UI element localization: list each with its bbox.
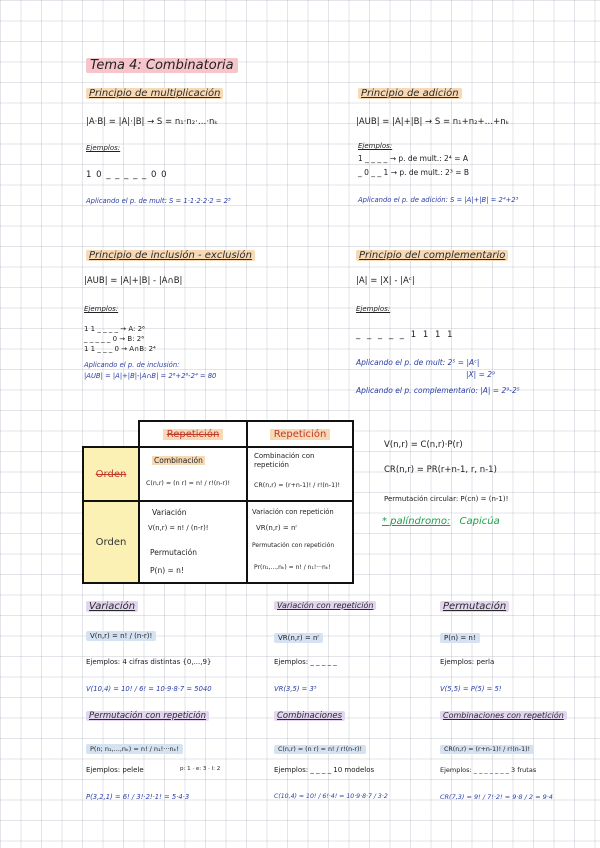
row2-label: Orden	[95, 536, 127, 548]
adicion-apply: Aplicando el p. de adición: S = |A|+|B| = 2⁴+2³	[358, 196, 519, 204]
table-row2-header	[82, 500, 140, 584]
variacion-rep-formula: VR(n,r) = nʳ	[256, 524, 298, 532]
row1-label: Orden	[95, 468, 127, 480]
inclusion-heading-text: Principio de inclusión - exclusión	[86, 250, 255, 261]
combinaciones-heading	[274, 711, 345, 721]
combinacion-rep-formula: CR(n,r) = (r+n-1)! / r!(n-1)!	[254, 482, 341, 489]
perm-rep-heading-text: Permutación con repetición	[86, 711, 209, 721]
adicion-heading	[358, 88, 462, 99]
combinacion-title: Combinación	[154, 456, 203, 465]
variacion-formula: V(n,r) = n! / (n-r)!	[86, 631, 156, 641]
palindromo-value: Capicúa	[459, 516, 500, 527]
variacion-rep-formula-box	[274, 625, 323, 644]
inclusion-apply2: |AUB| = |A|+|B|-|A∩B| = 2⁶+2⁶-2⁴ = 80	[84, 372, 217, 380]
variacion-rep-formula: VR(n,r) = nʳ	[274, 633, 323, 643]
variacion-apply: V(10,4) = 10! / 6! = 10·9·8·7 = 5040	[86, 685, 212, 693]
permutacion-formula: P(n) = n!	[150, 566, 184, 575]
multiplicacion-example-line: 1 0 _ _ _ _ _ 0 0	[86, 170, 168, 180]
inclusion-heading	[86, 250, 255, 261]
perm-rep-apply: P(3,2,1) = 6! / 3!·2!·1! = 5·4·3	[86, 793, 190, 801]
comb-rep-formula: CR(n,r) = (r+n-1)! / r!(n-1)!	[440, 745, 534, 754]
title-text: Tema 4: Combinatoria	[86, 58, 238, 73]
complementario-apply1: Aplicando el p. de mult: 2⁵ = |Aᶜ|	[356, 358, 480, 367]
perm-rep-formula-box	[86, 736, 183, 755]
variacion-rep-example: Ejemplos: _ _ _ _ _	[274, 658, 337, 666]
multiplicacion-examples-label: Ejemplos:	[86, 144, 121, 152]
combinaciones-heading-text: Combinaciones	[274, 711, 345, 721]
multiplicacion-heading-text: Principio de multiplicación	[86, 88, 223, 99]
permutacion-heading	[440, 601, 509, 612]
adicion-examples-label: Ejemplos:	[358, 142, 393, 150]
combinaciones-apply: C(10,4) = 10! / 6!·4! = 10·9·8·7 / 3·2	[274, 793, 388, 800]
side-line4	[382, 516, 500, 527]
variacion-rep-title: Variación con repetición	[252, 508, 334, 516]
permutacion-formula: P(n) = n!	[440, 633, 480, 643]
complementario-heading-text: Principio del complementario	[356, 250, 508, 261]
perm-rep-formula: P(n; n₁,...,nₖ) = n! / n₁!···nₖ!	[86, 744, 183, 754]
table-cell-variacion	[138, 500, 248, 584]
comb-rep-apply: CR(7,3) = 9! / 7!·2! = 9·8 / 2 = 9·4	[440, 793, 553, 801]
table-col1-header	[138, 420, 248, 448]
inclusion-examples-label: Ejemplos:	[84, 305, 119, 313]
complementario-heading	[356, 250, 508, 261]
adicion-heading-text: Principio de adición	[358, 88, 462, 99]
combinatoria-table	[82, 420, 354, 584]
adicion-formula: |AUB| = |A|+|B| → S = n₁+n₂+…+nₖ	[356, 117, 510, 127]
multiplicacion-apply: Aplicando el p. de mult: S = 1·1·2·2·2 = 2⁵	[86, 197, 231, 205]
combinacion-rep-title: Combinación con repetición	[254, 452, 315, 469]
table-col2-header	[246, 420, 354, 448]
inclusion-line3: 1 1 _ _ _ 0 → A∩B: 2⁴	[84, 345, 156, 353]
palindromo-label: * palíndromo:	[382, 516, 451, 527]
table-cell-combinacion	[138, 446, 248, 502]
combinaciones-example: Ejemplos: _ _ _ _ 10 modelos	[274, 766, 375, 774]
multiplicacion-heading	[86, 88, 223, 99]
complementario-apply2: Aplicando el p. complementario: |A| = 2⁹-2⁵	[356, 386, 520, 395]
inclusion-formula: |AUB| = |A|+|B| - |A∩B|	[84, 276, 183, 286]
permutacion-apply: V(5,5) = P(5) = 5!	[440, 685, 502, 693]
adicion-line2: _ 0 _ _ 1 → p. de mult.: 2³ = B	[358, 168, 470, 177]
multiplicacion-formula: |A·B| = |A|·|B| → S = n₁·n₂·…·nₖ	[86, 117, 219, 127]
complementario-line: _ _ _ _ _ 1 1 1 1	[356, 330, 455, 340]
combinaciones-formula: C(n,r) = (n r) = n! / r!(n-r)!	[274, 745, 366, 754]
perm-rep-example: Ejemplos: pelele	[86, 766, 144, 774]
perm-rep-example-note: p: 1 · e: 3 · l: 2	[180, 766, 221, 772]
perm-rep-title: Permutación con repetición	[252, 542, 335, 549]
combinaciones-formula-box	[274, 736, 366, 755]
variacion-heading-text: Variación	[86, 601, 138, 612]
inclusion-line2: _ _ _ _ _ 0 → B: 2⁶	[84, 335, 145, 343]
variacion-formula: V(n,r) = n! / (n-r)!	[148, 524, 209, 532]
side-line1: V(n,r) = C(n,r)·P(r)	[384, 440, 463, 450]
variacion-heading	[86, 601, 138, 612]
complementario-formula: |A| = |X| - |Aᶜ|	[356, 276, 415, 286]
variacion-example: Ejemplos: 4 cifras distintas {0,...,9}	[86, 658, 212, 666]
permutacion-formula-box	[440, 625, 480, 644]
side-line2: CR(n,r) = PR(r+n-1, r, n-1)	[384, 465, 497, 475]
table-row1-header	[82, 446, 140, 502]
permutacion-heading-text: Permutación	[440, 601, 509, 612]
table-cell-variacion-rep	[246, 500, 354, 584]
permutacion-example: Ejemplos: perla	[440, 658, 495, 666]
side-line3: Permutación circular: P(cn) = (n-1)!	[384, 495, 509, 503]
table-cell-combinacion-rep	[246, 446, 354, 502]
comb-rep-example: Ejemplos: _ _ _ _ _ _ _ 3 frutas	[440, 766, 537, 774]
variacion-rep-apply: VR(3,5) = 3⁵	[274, 685, 317, 693]
permutacion-title: Permutación	[150, 548, 197, 557]
variacion-title: Variación	[152, 508, 187, 517]
variacion-rep-heading-text: Variación con repetición	[274, 601, 376, 610]
col2-label: Repetición	[270, 429, 331, 440]
complementario-apply1b: |X| = 2⁹	[466, 370, 496, 379]
comb-rep-heading-text: Combinaciones con repetición	[440, 711, 567, 720]
comb-rep-formula-box	[440, 736, 534, 755]
adicion-line1: 1 _ _ _ _ → p. de mult.: 2⁴ = A	[358, 154, 468, 163]
page-title	[86, 58, 238, 73]
perm-rep-heading	[86, 711, 209, 721]
variacion-formula-box	[86, 623, 156, 642]
complementario-examples-label: Ejemplos:	[356, 305, 391, 313]
variacion-rep-heading	[274, 601, 376, 610]
combinacion-formula: C(n,r) = (n r) = n! / r!(n-r)!	[146, 480, 230, 487]
col1-label: Repetición	[163, 429, 224, 440]
perm-rep-formula: Pr(n₁,...,nₖ) = n! / n₁!···nₖ!	[254, 564, 331, 571]
comb-rep-heading	[440, 711, 567, 720]
inclusion-apply1: Aplicando el p. de inclusión:	[84, 361, 180, 369]
inclusion-line1: 1 1 _ _ _ _ → A: 2⁶	[84, 325, 145, 333]
